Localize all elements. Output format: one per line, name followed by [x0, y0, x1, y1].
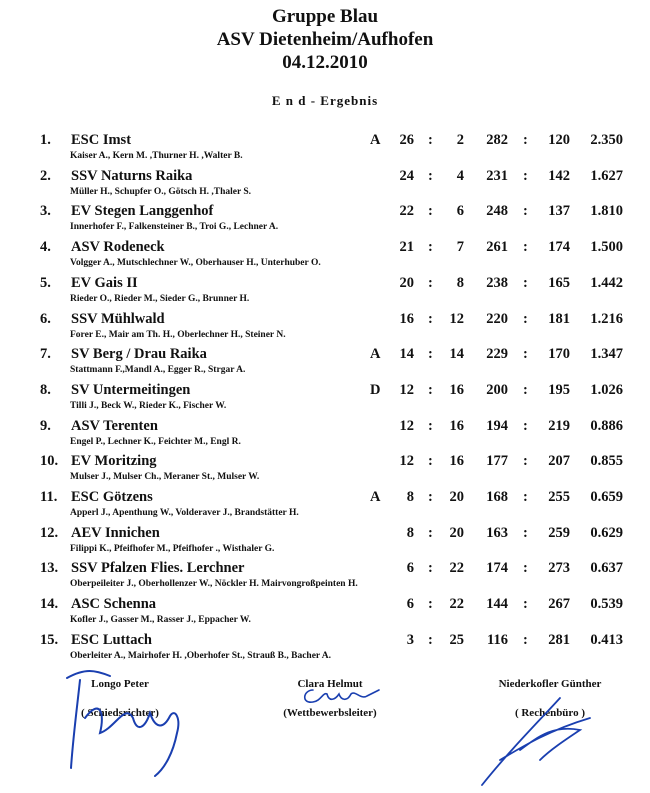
points-against: 8: [456, 274, 464, 291]
points-for: 22: [399, 203, 414, 220]
points-separator: :: [428, 132, 433, 148]
points-for: 20: [399, 274, 414, 291]
goals-for: 116: [487, 631, 508, 648]
goals-against: 281: [548, 631, 570, 648]
team-name: EV Moritzing: [71, 453, 157, 470]
quotient: 0.886: [590, 417, 623, 434]
points-against: 14: [449, 346, 464, 363]
signatory-name: Longo Peter: [91, 678, 149, 690]
goals-against: 120: [548, 132, 570, 148]
goals-separator: :: [523, 310, 528, 327]
team-name: AEV Innichen: [71, 524, 160, 541]
player-list: Kofler J., Gasser M., Rasser J., Eppacher W.: [70, 615, 251, 626]
rank-cell: 15.: [40, 631, 59, 648]
goals-for: 163: [486, 524, 508, 541]
country-flag: A: [370, 132, 381, 148]
goals-separator: :: [523, 346, 528, 363]
rank-cell: 7.: [40, 346, 51, 363]
goals-separator: :: [523, 631, 528, 648]
points-against: 16: [449, 417, 464, 434]
player-list: Tilli J., Beck W., Rieder K., Fischer W.: [70, 400, 227, 411]
goals-separator: :: [523, 167, 528, 184]
goals-against: 259: [548, 524, 570, 541]
points-against: 20: [449, 489, 464, 505]
signatory-role: ( Schiedsrichter): [81, 707, 159, 719]
points-against: 4: [456, 167, 464, 184]
quotient: 1.627: [590, 167, 623, 184]
player-list: Volgger A., Mutschlechner W., Oberhauser H., Unterhuber O.: [70, 258, 321, 269]
goals-for: 229: [486, 346, 508, 363]
points-for: 26: [399, 132, 414, 148]
table-row: [0, 452, 650, 488]
goals-separator: :: [523, 132, 528, 148]
goals-separator: :: [523, 417, 528, 434]
team-name: SV Berg / Drau Raika: [71, 346, 207, 363]
points-for: 21: [399, 239, 414, 256]
quotient: 0.659: [590, 489, 623, 505]
goals-for: 174: [486, 560, 508, 577]
quotient: 2.350: [590, 132, 623, 148]
goals-for: 261: [486, 239, 508, 256]
rank-cell: 11.: [40, 489, 58, 505]
quotient: 1.216: [590, 310, 623, 327]
rank-cell: 10.: [40, 453, 59, 470]
points-for: 8: [406, 524, 414, 541]
table-row: [0, 524, 650, 560]
quotient: 0.855: [590, 453, 623, 470]
points-for: 6: [406, 560, 414, 577]
signatory-name: Niederkofler Günther: [498, 678, 602, 690]
goals-for: 194: [486, 417, 508, 434]
player-list: Stattmann F.,Mandl A., Egger R., Strgar A.: [70, 365, 246, 376]
points-against: 20: [449, 524, 464, 541]
signatory-role: ( Rechenbüro ): [514, 707, 586, 719]
points-against: 22: [449, 596, 464, 613]
team-name: ESC Luttach: [71, 631, 152, 648]
team-name: ESC Imst: [71, 132, 132, 148]
quotient: 0.539: [590, 596, 623, 613]
team-name: EV Gais II: [71, 274, 138, 291]
points-separator: :: [428, 239, 433, 256]
quotient: 0.629: [590, 524, 623, 541]
table-row: [0, 345, 650, 381]
country-flag: A: [370, 489, 381, 505]
team-name: ESC Götzens: [71, 489, 153, 505]
goals-separator: :: [523, 453, 528, 470]
points-for: 3: [406, 631, 414, 648]
goals-against: 174: [548, 239, 570, 256]
points-against: 16: [449, 381, 464, 398]
rank-cell: 8.: [40, 381, 51, 398]
table-row: [0, 595, 650, 631]
player-list: Filippi K., Pfeifhofer M., Pfeifhofer ., Wisthaler G.: [70, 543, 275, 554]
table-row: [0, 167, 650, 203]
goals-against: 165: [548, 274, 570, 291]
points-separator: :: [428, 346, 433, 363]
title-group: Gruppe Blau: [271, 6, 379, 27]
quotient: 1.442: [590, 274, 623, 291]
rank-cell: 14.: [40, 596, 59, 613]
quotient: 0.637: [590, 560, 623, 577]
handwritten-signature-referee: [55, 658, 225, 788]
rank-cell: 2.: [40, 167, 51, 184]
points-against: 25: [449, 631, 464, 648]
rank-cell: 13.: [40, 560, 59, 577]
rank-cell: 9.: [40, 417, 51, 434]
table-row: [0, 131, 650, 167]
points-for: 12: [399, 417, 414, 434]
table-row: [0, 559, 650, 595]
team-name: ASC Schenna: [71, 596, 157, 613]
rank-cell: 5.: [40, 274, 51, 291]
rank-cell: 12.: [40, 524, 59, 541]
quotient: 1.026: [590, 381, 623, 398]
team-name: SV Untermeitingen: [71, 381, 191, 398]
goals-separator: :: [523, 381, 528, 398]
points-against: 7: [456, 239, 464, 256]
points-separator: :: [428, 417, 433, 434]
goals-for: 238: [486, 274, 508, 291]
goals-for: 220: [486, 310, 508, 327]
player-list: Mulser J., Mulser Ch., Meraner St., Mulser W.: [70, 472, 260, 483]
team-name: SSV Mühlwald: [71, 310, 165, 327]
goals-separator: :: [523, 203, 528, 220]
team-name: EV Stegen Langgenhof: [71, 203, 214, 220]
points-separator: :: [428, 310, 433, 327]
country-flag: D: [370, 381, 381, 398]
goals-for: 200: [486, 381, 508, 398]
player-list: Oberpeileiter J., Oberhollenzer W., Nöckler H. Mairvongroßpeinten H.: [70, 579, 358, 590]
handwritten-signature-calculation-office: [470, 690, 620, 790]
goals-against: 137: [548, 203, 570, 220]
points-separator: :: [428, 489, 433, 505]
points-for: 12: [399, 381, 414, 398]
points-separator: :: [428, 381, 433, 398]
table-row: [0, 381, 650, 417]
points-against: 2: [456, 132, 464, 148]
player-list: Kaiser A., Kern M. ,Thurner H. ,Walter B.: [70, 151, 243, 161]
player-list: Forer E., Mair am Th. H., Oberlechner H., Steiner N.: [70, 329, 286, 340]
team-name: ASV Terenten: [71, 417, 158, 434]
table-row: [0, 488, 650, 524]
subtitle-result: E n d - Ergebnis: [271, 93, 379, 108]
goals-separator: :: [523, 560, 528, 577]
player-list: Oberleiter A., Mairhofer H. ,Oberhofer St., Strauß B., Bacher A.: [70, 650, 332, 661]
points-separator: :: [428, 167, 433, 184]
goals-against: 207: [548, 453, 570, 470]
points-for: 8: [406, 489, 414, 505]
points-separator: :: [428, 524, 433, 541]
quotient: 0.413: [590, 631, 623, 648]
goals-against: 170: [548, 346, 570, 363]
signatory-name: Clara Helmut: [297, 678, 363, 690]
team-name: SSV Pfalzen Flies. Lerchner: [71, 560, 245, 577]
player-list: Engel P., Lechner K., Feichter M., Engl R.: [70, 436, 241, 447]
points-against: 16: [449, 453, 464, 470]
team-name: SSV Naturns Raika: [71, 167, 193, 184]
points-against: 12: [449, 310, 464, 327]
quotient: 1.810: [590, 203, 623, 220]
points-for: 12: [399, 453, 414, 470]
points-separator: :: [428, 453, 433, 470]
points-for: 14: [399, 346, 414, 363]
goals-for: 177: [486, 453, 508, 470]
goals-separator: :: [523, 596, 528, 613]
points-separator: :: [428, 596, 433, 613]
player-list: Rieder O., Rieder M., Sieder G., Brunner H.: [70, 293, 250, 304]
goals-for: 168: [486, 489, 508, 505]
rank-cell: 3.: [40, 203, 51, 220]
points-for: 24: [399, 167, 414, 184]
goals-separator: :: [523, 274, 528, 291]
quotient: 1.500: [590, 239, 623, 256]
table-row: [0, 202, 650, 238]
rank-cell: 6.: [40, 310, 51, 327]
title-venue: ASV Dietenheim/Aufhofen: [216, 29, 434, 50]
goals-for: 248: [486, 203, 508, 220]
goals-separator: :: [523, 239, 528, 256]
points-separator: :: [428, 274, 433, 291]
goals-against: 267: [548, 596, 570, 613]
table-row: [0, 274, 650, 310]
points-separator: :: [428, 560, 433, 577]
goals-separator: :: [523, 489, 528, 505]
goals-against: 219: [548, 417, 570, 434]
team-name: ASV Rodeneck: [71, 239, 165, 256]
goals-against: 273: [548, 560, 570, 577]
player-list: Innerhofer F., Falkensteiner B., Troi G., Lechner A.: [70, 222, 279, 233]
goals-against: 195: [548, 381, 570, 398]
rank-cell: 4.: [40, 239, 51, 256]
points-separator: :: [428, 203, 433, 220]
goals-separator: :: [523, 524, 528, 541]
table-row: [0, 310, 650, 346]
goals-for: 144: [486, 596, 508, 613]
player-list: Apperl J., Apenthung W., Volderaver J., Brandstätter H.: [70, 508, 299, 518]
table-row: [0, 417, 650, 453]
goals-for: 282: [486, 132, 508, 148]
points-separator: :: [428, 631, 433, 648]
points-against: 22: [449, 560, 464, 577]
rank-cell: 1.: [40, 132, 51, 148]
points-against: 6: [456, 203, 464, 220]
quotient: 1.347: [590, 346, 623, 363]
title-date: 04.12.2010: [282, 52, 368, 73]
goals-for: 231: [486, 167, 508, 184]
goals-against: 181: [548, 310, 570, 327]
signatory-role: (Wettbewerbsleiter): [283, 707, 377, 719]
handwritten-signature-competition-lead: [295, 680, 385, 710]
table-row: [0, 238, 650, 274]
country-flag: A: [370, 346, 381, 363]
points-for: 16: [399, 310, 414, 327]
goals-against: 142: [548, 167, 570, 184]
player-list: Müller H., Schupfer O., Götsch H. ,Thaler S.: [70, 186, 252, 197]
points-for: 6: [406, 596, 414, 613]
goals-against: 255: [548, 489, 570, 505]
